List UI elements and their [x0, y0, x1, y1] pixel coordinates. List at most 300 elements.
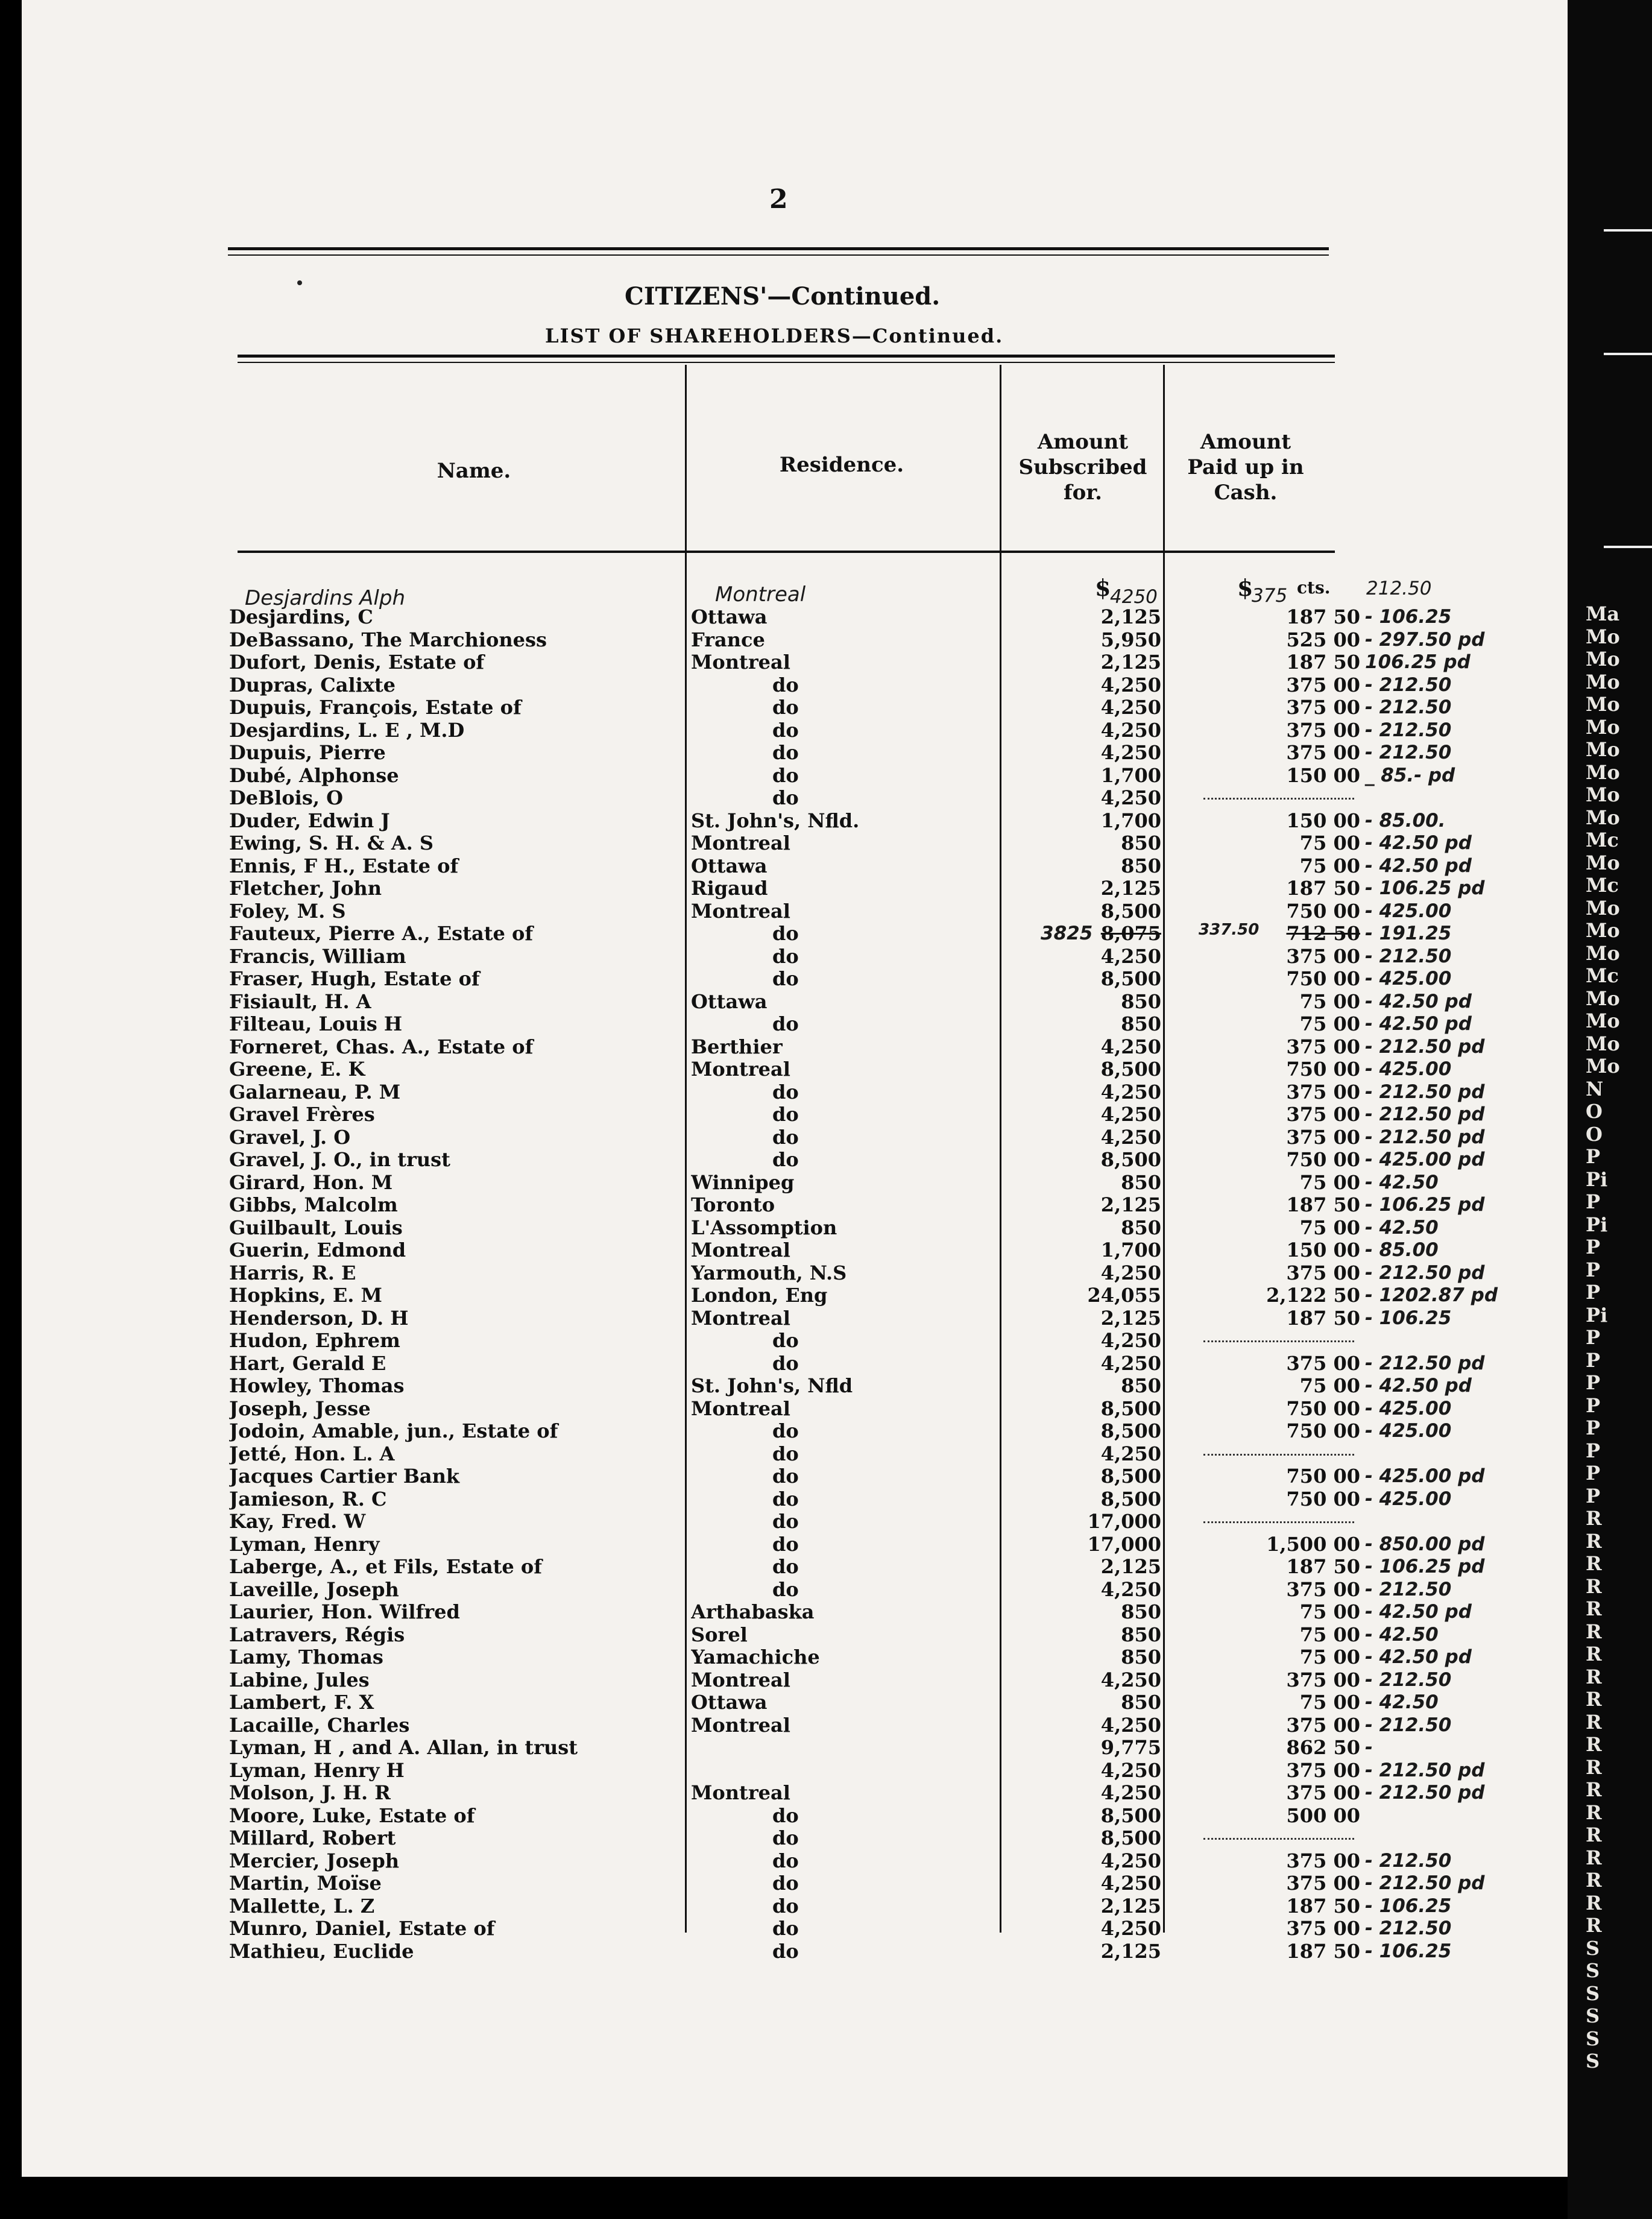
amount-paid: 187 50: [1286, 1895, 1360, 1918]
amount-subscribed: 2,125: [1100, 606, 1161, 628]
amount-paid: 750 00: [1286, 1058, 1360, 1081]
shareholder-name: Gravel, J. O., in trust: [229, 1149, 450, 1171]
table-row: [22, 968, 1469, 990]
shareholder-name: Francis, William: [229, 945, 406, 968]
margin-fragment: O: [1586, 1100, 1603, 1123]
amount-paid: 750 00: [1286, 1397, 1360, 1420]
shareholder-name: Jetté, Hon. L. A: [229, 1442, 395, 1465]
table-row: [22, 1714, 1469, 1737]
currency-sign-subscribed: $: [1095, 574, 1111, 601]
table-row: [22, 1103, 1485, 1126]
amount-subscribed: 17,000: [1087, 1533, 1161, 1556]
amount-subscribed: 8,500: [1100, 1058, 1161, 1081]
amount-subscribed: 4,250: [1100, 719, 1161, 742]
amount-paid: 712 50: [1286, 923, 1360, 945]
shareholder-residence: do: [772, 1081, 799, 1103]
handwritten-note: - 212.50 pd: [1365, 1261, 1485, 1284]
shareholder-residence: do: [772, 1940, 799, 1963]
amount-subscribed: 4,250: [1100, 1759, 1161, 1782]
shareholder-name: Fraser, Hugh, Estate of: [229, 968, 480, 990]
amount-subscribed: 2,125: [1100, 1307, 1161, 1330]
shareholder-name: Hudon, Ephrem: [229, 1330, 400, 1352]
shareholder-residence: do: [772, 1103, 799, 1126]
shareholder-residence: Montreal: [691, 1307, 790, 1330]
shareholder-residence: do: [772, 945, 799, 968]
amount-paid: 75 00: [1299, 1691, 1360, 1714]
margin-fragment: R: [1586, 1529, 1602, 1553]
table-row: [22, 1850, 1469, 1872]
shareholder-name: Hopkins, E. M: [229, 1284, 382, 1307]
shareholder-residence: do: [772, 1533, 799, 1556]
amount-subscribed: 850: [1121, 1691, 1161, 1714]
table-row: [22, 1579, 1469, 1601]
margin-fragment: R: [1586, 1891, 1602, 1914]
handwritten-note: _ 85.- pd: [1365, 764, 1455, 786]
shareholder-residence: do: [772, 1126, 799, 1149]
handwritten-note: - 106.25: [1365, 1940, 1452, 1962]
shareholder-residence: do: [772, 1510, 799, 1533]
shareholder-name: Martin, Moïse: [229, 1872, 382, 1895]
shareholder-residence: do: [772, 1352, 799, 1375]
handwritten-note: - 212.50 pd: [1365, 1103, 1485, 1125]
margin-fragment: Mo: [1586, 1032, 1620, 1055]
shareholder-name: Henderson, D. H: [229, 1307, 409, 1330]
cents-label: cts.: [1297, 578, 1331, 598]
shareholder-residence: do: [772, 1330, 799, 1352]
shareholder-residence: Montreal: [691, 1058, 790, 1081]
amount-subscribed: 4,250: [1100, 945, 1161, 968]
shareholder-name: Foley, M. S: [229, 900, 346, 923]
amount-paid: 187 50: [1286, 651, 1360, 674]
shareholder-name: Munro, Daniel, Estate of: [229, 1918, 495, 1940]
table-row: [22, 1556, 1485, 1578]
handwritten-note: - 212.50 pd: [1365, 1126, 1485, 1148]
table-row: [22, 1918, 1469, 1940]
table-row: [22, 1872, 1485, 1895]
blank-paid-line: [1203, 787, 1354, 800]
margin-fragment: P: [1586, 1236, 1601, 1258]
margin-fragment: Mo: [1586, 986, 1620, 1010]
amount-subscribed: 850: [1121, 854, 1161, 877]
shareholder-residence: do: [772, 1556, 799, 1578]
amount-subscribed: 2,125: [1100, 1194, 1161, 1216]
margin-fragment: N: [1586, 1077, 1604, 1100]
amount-subscribed: 8,500: [1100, 1827, 1161, 1849]
shareholder-name: Dupuis, François, Estate of: [229, 696, 522, 719]
shareholder-name: Gravel Frères: [229, 1103, 375, 1126]
amount-subscribed: 850: [1121, 1216, 1161, 1239]
handwritten-note: - 425.00: [1365, 1058, 1452, 1080]
currency-sign-paid: $: [1237, 574, 1253, 601]
blank-paid-line: [1203, 1827, 1354, 1840]
margin-fragment: Mo: [1586, 648, 1620, 671]
handwritten-note: - 85.00: [1365, 1239, 1439, 1261]
table-row: [22, 1691, 1469, 1714]
amount-paid: 375 00: [1286, 1081, 1360, 1103]
header-rule-thin: [238, 362, 1335, 363]
amount-subscribed: 4,250: [1100, 1578, 1161, 1601]
margin-fragment: P: [1586, 1145, 1601, 1168]
shareholder-residence: do: [772, 1849, 799, 1872]
table-row: [22, 1533, 1485, 1556]
shareholder-residence: Montreal: [691, 1668, 790, 1691]
table-row: [22, 945, 1469, 968]
shareholder-name: Guerin, Edmond: [229, 1239, 406, 1261]
shareholder-residence: Ottawa: [691, 1691, 768, 1714]
margin-fragment: Mo: [1586, 625, 1620, 648]
margin-fragment: Mo: [1586, 896, 1620, 920]
margin-fragment: R: [1586, 1643, 1602, 1665]
handwritten-note: - 212.50: [1365, 1918, 1452, 1939]
shareholder-name: Gravel, J. O: [229, 1126, 351, 1149]
shareholder-residence: do: [772, 1827, 799, 1849]
amount-subscribed: 4,250: [1100, 742, 1161, 764]
handwritten-note: - 212.50: [1365, 674, 1452, 696]
shareholder-residence: Montreal: [691, 1714, 790, 1737]
handwritten-note: - 425.00 pd: [1365, 1149, 1485, 1170]
handwritten-note: - 425.00 pd: [1365, 1465, 1485, 1487]
amount-subscribed: 1,700: [1100, 764, 1161, 787]
shareholder-residence: Yarmouth, N.S: [691, 1261, 847, 1284]
handwritten-note: - 850.00 pd: [1365, 1533, 1485, 1555]
shareholder-name: Mallette, L. Z: [229, 1895, 375, 1918]
table-row: [22, 696, 1469, 719]
margin-fragment: S: [1586, 2027, 1600, 2050]
amount-subscribed: 8,500: [1100, 1149, 1161, 1171]
table-row: [22, 1239, 1469, 1261]
margin-fragment: R: [1586, 1710, 1602, 1734]
amount-paid: 750 00: [1286, 1465, 1360, 1488]
shareholder-residence: Toronto: [691, 1194, 775, 1216]
amount-subscribed: 1,700: [1100, 1239, 1161, 1261]
table-row: [22, 1759, 1485, 1782]
handwritten-note: - 106.25: [1365, 606, 1452, 628]
amount-paid: 375 00: [1286, 1126, 1360, 1149]
margin-fragment: R: [1586, 1733, 1602, 1756]
handwritten-note: - 106.25: [1365, 1307, 1452, 1329]
table-row: [22, 606, 1469, 628]
column-header-residence: Residence.: [779, 453, 904, 477]
shareholder-residence: Montreal: [691, 1397, 790, 1420]
handwritten-note: 212.50: [1366, 578, 1432, 599]
shareholder-residence: Rigaud: [691, 877, 768, 900]
handwritten-note: - 212.50: [1365, 719, 1452, 741]
amount-paid: 375 00: [1286, 674, 1360, 696]
shareholder-residence: Winnipeg: [691, 1171, 795, 1194]
margin-fragment: P: [1586, 1394, 1601, 1417]
margin-fragment: Pi: [1586, 1213, 1608, 1236]
margin-fragment: S: [1586, 1936, 1600, 1960]
amount-paid: 375 00: [1286, 1714, 1360, 1737]
handwritten-note: - 42.50 pd: [1365, 1013, 1472, 1035]
margin-fragment: R: [1586, 1507, 1602, 1530]
margin-fragment: Ma: [1586, 602, 1620, 625]
shareholder-name: Forneret, Chas. A., Estate of: [229, 1035, 534, 1058]
table-row: [22, 1782, 1485, 1804]
shareholder-residence: do: [772, 674, 799, 696]
shareholder-name: Howley, Thomas: [229, 1375, 405, 1397]
margin-fragment: S: [1586, 2050, 1600, 2072]
amount-subscribed: 5,950: [1100, 628, 1161, 651]
amount-paid: 375 00: [1286, 1872, 1360, 1895]
shareholder-residence: France: [691, 628, 765, 651]
table-row: [22, 1827, 1469, 1849]
shareholder-name: Millard, Robert: [229, 1827, 396, 1849]
shareholder-name: Dupras, Calixte: [229, 674, 396, 696]
handwritten-paid: 375: [1252, 585, 1288, 607]
top-rule-thin: [228, 254, 1329, 256]
shareholder-residence: do: [772, 1872, 799, 1895]
margin-fragment: R: [1586, 1552, 1602, 1575]
handwritten-note: - 42.50: [1365, 1691, 1439, 1713]
table-row: [22, 1375, 1472, 1397]
document-subtitle: LIST OF SHAREHOLDERS—Continued.: [545, 324, 1004, 347]
amount-subscribed: 4,250: [1100, 1668, 1161, 1691]
table-row: [22, 1601, 1472, 1623]
margin-fragment: P: [1586, 1281, 1601, 1304]
table-row: [22, 787, 1469, 809]
amount-paid: 75 00: [1299, 1216, 1360, 1239]
amount-paid: 75 00: [1299, 832, 1360, 854]
shareholder-residence: do: [772, 1578, 799, 1601]
amount-paid: 375 00: [1286, 945, 1360, 968]
column-header-subscribed: Amount Subscribed for.: [1018, 430, 1147, 505]
shareholder-residence: Montreal: [691, 1239, 790, 1261]
shareholder-name: Desjardins, C: [229, 606, 373, 628]
shareholder-name: Laurier, Hon. Wilfred: [229, 1601, 460, 1623]
margin-fragment: R: [1586, 1574, 1602, 1598]
blank-paid-line: [1203, 1510, 1354, 1523]
shareholder-residence: do: [772, 787, 799, 809]
amount-subscribed: 8,500: [1100, 1465, 1161, 1488]
table-row: [22, 651, 1469, 674]
amount-paid: 187 50: [1286, 1940, 1360, 1963]
handwritten-note: - 42.50: [1365, 1216, 1439, 1239]
header-rule: [238, 355, 1335, 358]
handwritten-note: - 212.50: [1365, 1714, 1452, 1736]
amount-subscribed: 850: [1121, 990, 1161, 1013]
shareholder-name: Dupuis, Pierre: [229, 742, 386, 764]
amount-subscribed: 4,250: [1100, 1918, 1161, 1940]
handwritten-note: - 42.50 pd: [1365, 990, 1472, 1012]
shareholder-name: Lamy, Thomas: [229, 1646, 383, 1668]
amount-subscribed: 850: [1121, 832, 1161, 854]
shareholder-name: Dubé, Alphonse: [229, 764, 399, 787]
amount-paid: 2,122 50: [1266, 1284, 1360, 1307]
amount-paid: 500 00: [1286, 1804, 1360, 1827]
margin-fragment: R: [1586, 1823, 1602, 1846]
handwritten-note: - 106.25 pd: [1365, 877, 1485, 899]
margin-fragment: R: [1586, 1665, 1602, 1688]
table-row: [22, 1126, 1485, 1149]
amount-paid: 75 00: [1299, 1171, 1360, 1194]
margin-fragment: Mo: [1586, 1009, 1620, 1032]
amount-paid: 375 00: [1286, 1103, 1360, 1126]
margin-fragment: P: [1586, 1258, 1601, 1281]
amount-paid: 75 00: [1299, 1013, 1360, 1035]
shareholder-name: Joseph, Jesse: [229, 1397, 371, 1420]
margin-fragment: R: [1586, 1914, 1602, 1937]
table-row: [22, 1284, 1498, 1307]
shareholder-name: Gibbs, Malcolm: [229, 1194, 398, 1216]
amount-subscribed: 4,250: [1100, 1714, 1161, 1737]
shareholder-name: Mathieu, Euclide: [229, 1940, 414, 1963]
shareholder-residence: Montreal: [691, 832, 790, 854]
shareholder-residence: Montreal: [691, 1782, 790, 1804]
shareholder-residence: London, Eng: [691, 1284, 828, 1307]
margin-fragment: Mo: [1586, 851, 1620, 874]
amount-subscribed: 4,250: [1100, 1872, 1161, 1895]
amount-subscribed: 4,250: [1100, 787, 1161, 809]
amount-subscribed: 4,250: [1100, 674, 1161, 696]
margin-fragment: R: [1586, 1778, 1602, 1801]
shareholder-name: Lyman, Henry: [229, 1533, 380, 1556]
table-row: [22, 990, 1472, 1013]
amount-paid: 375 00: [1286, 1668, 1360, 1691]
shareholder-residence: do: [772, 968, 799, 990]
handwritten-note: - 212.50 pd: [1365, 1782, 1485, 1804]
handwritten-subscribed: 4250: [1110, 586, 1158, 608]
margin-fragment: Mo: [1586, 941, 1620, 965]
shareholder-residence: do: [772, 1488, 799, 1510]
amount-subscribed: 9,775: [1100, 1737, 1161, 1759]
shareholder-residence: do: [772, 923, 799, 945]
amount-paid: 862 50: [1286, 1737, 1360, 1759]
column-header-rule: [238, 551, 1335, 553]
amount-subscribed: 8,500: [1100, 1420, 1161, 1442]
amount-paid: 375 00: [1286, 1782, 1360, 1804]
amount-paid: 187 50: [1286, 877, 1360, 900]
shareholder-name: Lacaille, Charles: [229, 1714, 410, 1737]
shareholder-name: Labine, Jules: [229, 1668, 370, 1691]
table-row: [22, 628, 1485, 651]
handwritten-subscribed-correction: 3825: [1041, 923, 1093, 944]
margin-fragment: R: [1586, 1597, 1602, 1620]
table-row: [22, 832, 1472, 854]
shareholder-name: Mercier, Joseph: [229, 1849, 399, 1872]
amount-paid: 375 00: [1286, 1849, 1360, 1872]
table-row: [22, 1307, 1469, 1330]
amount-subscribed: 8,500: [1100, 1397, 1161, 1420]
table-row: [22, 1217, 1469, 1239]
handwritten-note: - 425.00: [1365, 900, 1452, 922]
margin-fragment: P: [1586, 1326, 1601, 1349]
shareholder-name: Molson, J. H. R: [229, 1782, 391, 1804]
amount-subscribed: 2,125: [1100, 877, 1161, 900]
amount-subscribed: 4,250: [1100, 1126, 1161, 1149]
amount-subscribed: 850: [1121, 1623, 1161, 1646]
table-row: [22, 923, 1469, 945]
table-row: [22, 765, 1469, 787]
edge-line-2: [1604, 353, 1652, 355]
shareholder-name: Filteau, Louis H: [229, 1013, 403, 1035]
table-row: [22, 1465, 1485, 1488]
amount-subscribed: 24,055: [1087, 1284, 1161, 1307]
shareholder-residence: St. John's, Nfld: [691, 1375, 853, 1397]
margin-fragment: P: [1586, 1439, 1601, 1462]
column-header-name: Name.: [437, 459, 511, 483]
amount-subscribed: 850: [1121, 1646, 1161, 1668]
amount-subscribed: 17,000: [1087, 1510, 1161, 1533]
margin-fragment: Mo: [1586, 919, 1620, 942]
amount-paid: 187 50: [1286, 606, 1360, 628]
shareholder-residence: do: [772, 1420, 799, 1442]
amount-paid: 75 00: [1299, 1375, 1360, 1397]
amount-subscribed: 4,250: [1100, 1782, 1161, 1804]
margin-fragment: P: [1586, 1348, 1601, 1372]
amount-paid: 150 00: [1286, 1239, 1360, 1261]
margin-fragment: O: [1586, 1122, 1603, 1146]
shareholder-residence: do: [772, 1804, 799, 1827]
handwritten-note: - 212.50: [1365, 1668, 1452, 1691]
amount-subscribed: 8,075: [1100, 923, 1161, 945]
amount-subscribed: 4,250: [1100, 1261, 1161, 1284]
margin-fragment: Mo: [1586, 670, 1620, 693]
amount-paid: 150 00: [1286, 809, 1360, 832]
shareholder-residence: Sorel: [691, 1623, 748, 1646]
margin-fragment: Mo: [1586, 715, 1620, 739]
blank-paid-line: [1203, 1443, 1354, 1456]
margin-fragment: S: [1586, 1959, 1600, 1982]
handwritten-note: - 212.50: [1365, 945, 1452, 967]
shareholder-name: Duder, Edwin J: [229, 809, 390, 832]
amount-subscribed: 4,250: [1100, 696, 1161, 719]
handwritten-note: - 212.50 pd: [1365, 1352, 1485, 1374]
amount-paid: 750 00: [1286, 1488, 1360, 1510]
amount-subscribed: 2,125: [1100, 651, 1161, 674]
table-row: [22, 1261, 1485, 1284]
margin-fragment: S: [1586, 2004, 1600, 2027]
table-row: [22, 1149, 1485, 1171]
amount-paid: 75 00: [1299, 1646, 1360, 1668]
margin-fragment: Pi: [1586, 1303, 1608, 1327]
shareholder-residence: Berthier: [691, 1035, 783, 1058]
margin-fragment: Mo: [1586, 738, 1620, 761]
shareholder-name: Ennis, F H., Estate of: [229, 854, 459, 877]
table-row: [22, 1624, 1469, 1646]
table-row: [22, 1443, 1469, 1465]
shareholder-name: Lyman, Henry H: [229, 1759, 405, 1782]
amount-paid: 750 00: [1286, 1149, 1360, 1171]
document-page: [22, 0, 1597, 2177]
shareholder-residence: do: [772, 1013, 799, 1035]
amount-subscribed: 4,250: [1100, 1081, 1161, 1103]
amount-paid: 75 00: [1299, 1601, 1360, 1623]
handwritten-note: - 212.50: [1365, 696, 1452, 718]
handwritten-note: - 191.25: [1365, 923, 1452, 944]
shareholder-residence: Ottawa: [691, 990, 768, 1013]
shareholder-residence: Arthabaska: [691, 1601, 815, 1623]
document-title: CITIZENS'—Continued.: [625, 282, 941, 311]
handwritten-note: - 42.50 pd: [1365, 1601, 1472, 1623]
handwritten-name: Desjardins Alph: [245, 586, 406, 610]
handwritten-note: - 42.50 pd: [1365, 1646, 1472, 1668]
handwritten-note: - 297.50 pd: [1365, 628, 1485, 651]
amount-paid: 375 00: [1286, 696, 1360, 719]
amount-subscribed: 2,125: [1100, 1940, 1161, 1963]
table-row: [22, 1398, 1469, 1420]
shareholder-residence: Ottawa: [691, 854, 768, 877]
amount-subscribed: 8,500: [1100, 1488, 1161, 1510]
shareholder-residence: Montreal: [691, 651, 790, 674]
shareholder-name: Laveille, Joseph: [229, 1578, 399, 1601]
amount-paid: 1,500 00: [1266, 1533, 1360, 1556]
shareholder-name: Fletcher, John: [229, 877, 382, 900]
margin-fragment: Pi: [1586, 1167, 1608, 1191]
amount-paid: 375 00: [1286, 742, 1360, 764]
table-row: [22, 1669, 1469, 1691]
amount-paid: 75 00: [1299, 1623, 1360, 1646]
